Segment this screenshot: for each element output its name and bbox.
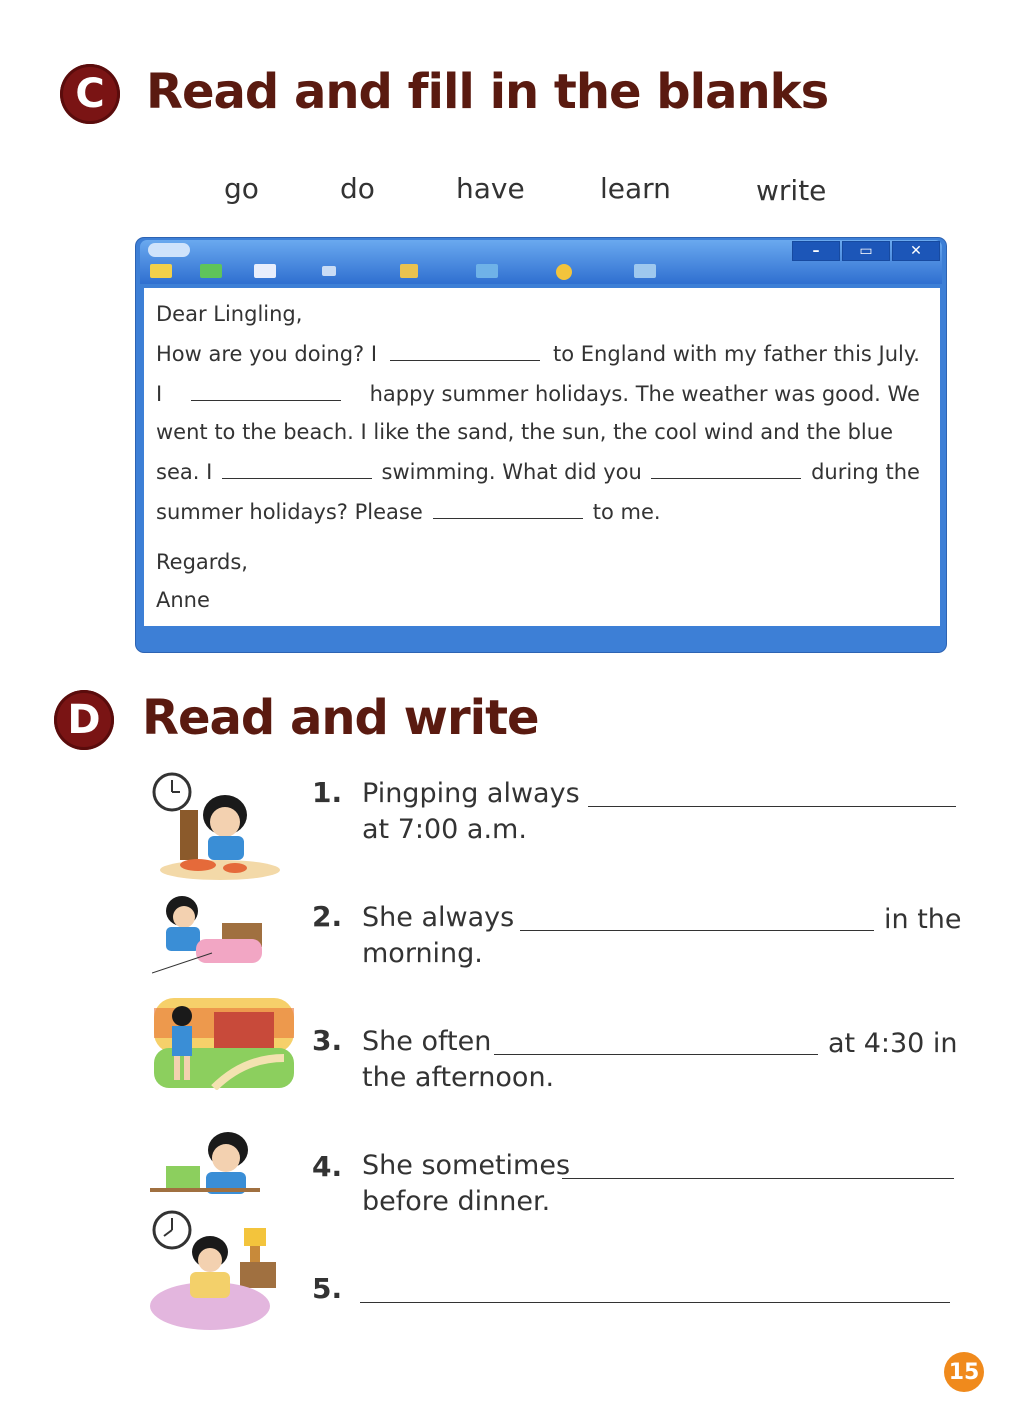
item-text: She often	[362, 1026, 492, 1057]
item-number: 2.	[312, 900, 343, 933]
edit-icon[interactable]	[400, 264, 418, 278]
item-text: the afternoon.	[362, 1062, 555, 1093]
section-c-title: Read and fill in the blanks	[146, 64, 829, 120]
breakfast-illustration	[150, 770, 280, 885]
item-text: She sometimes	[362, 1150, 571, 1181]
window-statusbar	[140, 628, 942, 648]
section-d-title: Read and write	[142, 690, 539, 746]
letter-line-1: How are you doing? I to England with my father this July.	[156, 342, 920, 366]
word-bank-item: do	[340, 172, 375, 205]
letter-line-2: I happy summer holidays. The weather was good. We	[156, 382, 920, 406]
item-number: 5.	[312, 1272, 343, 1305]
smiley-icon[interactable]	[556, 264, 572, 280]
image-icon[interactable]	[254, 264, 276, 278]
letter-closing: Regards,	[156, 550, 248, 574]
letter-line-4: sea. I swimming. What did you during the	[156, 460, 920, 484]
answer-line[interactable]	[360, 1302, 950, 1303]
maximize-button[interactable]: ▭	[842, 241, 890, 261]
answer-line[interactable]	[562, 1178, 954, 1179]
attach-icon[interactable]	[322, 266, 336, 276]
close-button[interactable]: ✕	[892, 241, 940, 261]
item-text: morning.	[362, 938, 483, 969]
email-body	[144, 288, 940, 626]
letter-line-3: went to the beach. I like the sand, the sun, the cool wind and the blue	[156, 420, 893, 444]
item-number: 1.	[312, 776, 343, 809]
answer-blank[interactable]	[433, 504, 583, 519]
answer-line[interactable]	[494, 1054, 818, 1055]
item-text: in the	[884, 904, 962, 935]
answer-blank[interactable]	[390, 346, 540, 361]
item-text: She always	[362, 902, 515, 933]
window-controls	[792, 241, 940, 261]
folder-icon[interactable]	[476, 264, 498, 278]
letter-greeting: Dear Lingling,	[156, 302, 303, 326]
item-text: before dinner.	[362, 1186, 551, 1217]
bedtime-illustration	[150, 1208, 285, 1333]
item-text: Pingping always	[362, 778, 580, 809]
answer-line[interactable]	[588, 806, 956, 807]
item-text: at 7:00 a.m.	[362, 814, 527, 845]
answer-blank[interactable]	[222, 464, 372, 479]
download-icon[interactable]	[200, 264, 222, 278]
picture-icon[interactable]	[634, 264, 656, 278]
word-bank-item: have	[456, 172, 525, 205]
word-bank-item: learn	[600, 172, 671, 205]
section-c-badge: C	[60, 64, 120, 124]
word-bank-item: write	[756, 174, 827, 207]
letter-line-5: summer holidays? Please to me.	[156, 500, 661, 524]
page-number: 15	[944, 1352, 984, 1392]
reading-illustration	[150, 1128, 260, 1202]
answer-line[interactable]	[520, 930, 874, 931]
walk-home-illustration	[154, 998, 294, 1090]
pencil-icon[interactable]	[150, 264, 172, 278]
item-number: 3.	[312, 1024, 343, 1057]
back-forward-icon[interactable]	[148, 243, 190, 257]
answer-blank[interactable]	[191, 386, 341, 401]
item-number: 4.	[312, 1150, 343, 1183]
item-text: at 4:30 in	[828, 1028, 958, 1059]
word-bank-item: go	[224, 172, 259, 205]
answer-blank[interactable]	[651, 464, 801, 479]
section-d-badge: D	[54, 690, 114, 750]
make-bed-illustration	[152, 893, 272, 978]
minimize-button[interactable]: –	[792, 241, 840, 261]
letter-signature: Anne	[156, 588, 210, 612]
